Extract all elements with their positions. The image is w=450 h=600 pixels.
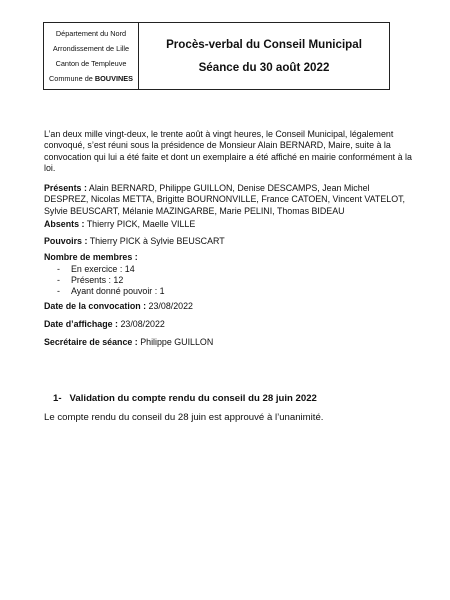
date-convocation-label: Date de la convocation : [44, 301, 147, 311]
secretaire-seance [44, 337, 414, 348]
pouvoirs-paragraph [44, 236, 414, 247]
date-convocation [44, 301, 414, 312]
pouvoirs-label: Pouvoirs : [44, 236, 88, 246]
date-affichage [44, 319, 414, 330]
section-heading [53, 393, 317, 404]
members-list [57, 264, 165, 298]
header-title-block [139, 23, 389, 89]
absents-paragraph [44, 219, 414, 230]
date-convocation-value: 23/08/2022 [146, 301, 193, 311]
secretaire-value: Philippe GUILLON [137, 337, 214, 347]
commune-name: BOUVINES [94, 74, 133, 83]
list-item: - En exercice : 14 [57, 264, 135, 274]
secretaire-label: Secrétaire de séance : [44, 337, 138, 347]
members-pouvoir: Ayant donné pouvoir : 1 [71, 286, 165, 297]
absents-value: Thierry PICK, Maelle VILLE [84, 219, 196, 229]
list-item: - Présents : 12 [57, 275, 124, 286]
section-title: Validation du compte rendu du conseil du 28 juin 2022 [69, 393, 317, 404]
commune-label [49, 74, 133, 83]
pouvoirs-value: Thierry PICK à Sylvie BEUSCART [87, 236, 225, 246]
canton-label: Canton de Templeuve [55, 59, 127, 68]
commune-prefix: Commune de [49, 74, 95, 83]
arrondissement-label: Arrondissement de Lille [52, 44, 130, 53]
date-affichage-label: Date d’affichage : [44, 319, 118, 329]
document-title: Procès-verbal du Conseil Municipal [166, 38, 362, 51]
date-affichage-value: 23/08/2022 [117, 319, 165, 329]
header-administrative-info [44, 23, 139, 89]
absents-label: Absents : [44, 219, 85, 229]
header-table [43, 22, 390, 90]
nombre-membres-label: Nombre de membres : [44, 252, 138, 262]
session-date-title: Séance du 30 août 2022 [198, 61, 330, 74]
presents-label: Présents : [44, 183, 87, 193]
presents-value: Alain BERNARD, Philippe GUILLON, Denise DESCAMPS, Jean Michel DESPREZ, Nicolas METTA, Brigitte BOURNONVILLE, France CATOEN, Vincent VATELOT, Sylvie BEUSCART, Mélanie MAZINGARBE, Marie PELINI, Thomas BIDEAU [44, 183, 406, 216]
department-label: Département du Nord [55, 29, 127, 38]
intro-paragraph: L’an deux mille vingt-deux, le trente août à vingt heures, le Conseil Municipal, légalement convoqué, s’est réuni sous la présidence de Monsieur Alain BERNARD, Maire, suite à la convocation qui lui a été faite et dont un exemplaire a été affiché en mairie conformément à la loi. [44, 129, 412, 173]
section-body: Le compte rendu du conseil du 28 juin est approuvé à l’unanimité. [44, 412, 324, 423]
presents-paragraph [44, 183, 414, 217]
members-en-exercice: En exercice : 14 [71, 264, 135, 274]
section-number: 1- [53, 393, 62, 404]
members-presents: Présents : 12 [71, 275, 124, 286]
list-item: - Ayant donné pouvoir : 1 [57, 286, 165, 297]
